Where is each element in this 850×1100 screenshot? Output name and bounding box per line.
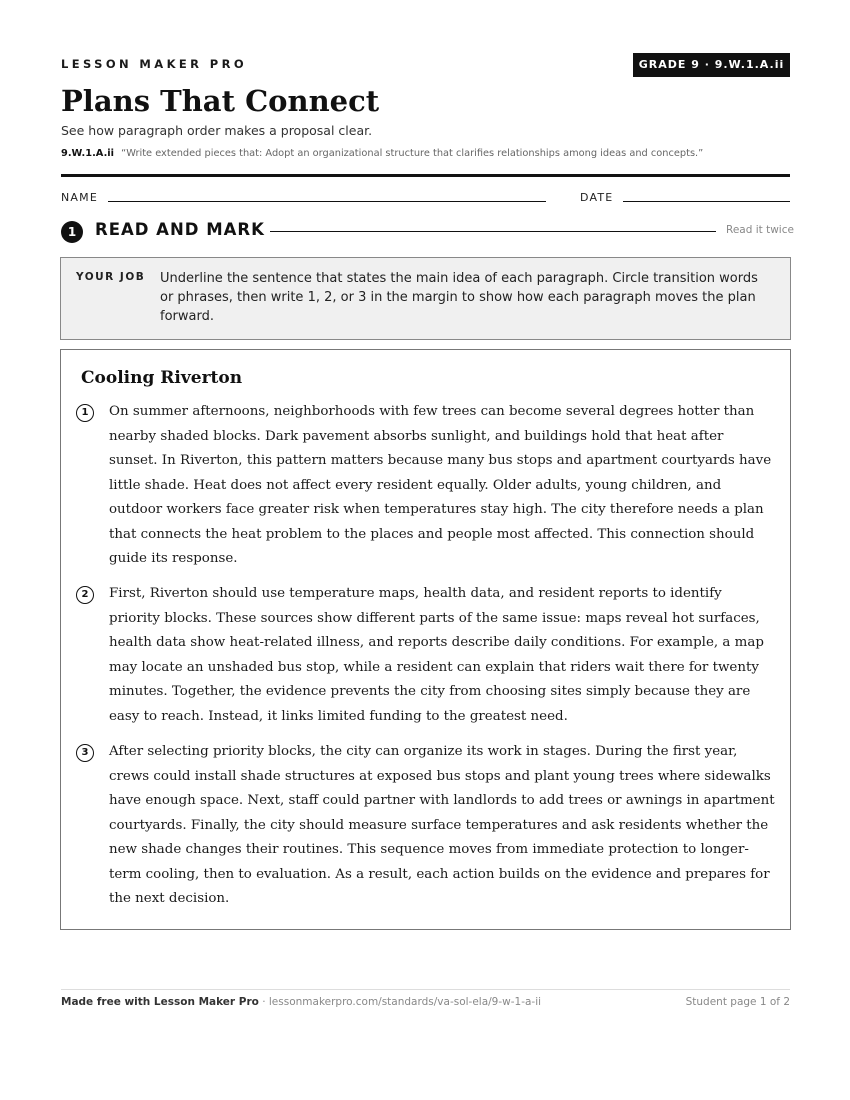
instructions-label: YOUR JOB [76, 271, 146, 283]
footer-page-number: Student page 1 of 2 [685, 996, 790, 1008]
paragraph-number-3: 3 [76, 744, 94, 762]
standard-text: “Write extended pieces that: Adopt an organizational structure that clarifies relationships among ideas and concepts.” [121, 148, 704, 159]
section-title: READ AND MARK [95, 220, 265, 239]
brand-name: LESSON MAKER PRO [61, 57, 248, 71]
paragraph-3: After selecting priority blocks, the city can organize its work in stages. During the first year, crews could install shade structures at exposed bus stops and plant young trees where sidewalks have enough space. Next, staff could partner with landlords to add trees or awnings in apartment courtyards. Finally, the city should measure surface temperatures and ask residents whether the new shade changes their routines. This sequence moves from immediate protection to longer-term cooling, then to evaluation. As a result, each action builds on the evidence and prepares for the next decision. [109, 744, 775, 906]
grade-badge: GRADE 9 · 9.W.1.A.ii [633, 53, 790, 77]
header-divider [61, 174, 790, 177]
section-hint: Read it twice [726, 224, 794, 236]
footer-url: · lessonmakerpro.com/standards/va-sol-ela/9-w-1-a-ii [262, 996, 542, 1008]
section-divider [270, 231, 716, 232]
name-line [108, 201, 546, 202]
paragraph-number-2: 2 [76, 586, 94, 604]
instructions-text: Underline the sentence that states the main idea of each paragraph. Circle transition words or phrases, then write 1, 2, or 3 in the margin to show how each paragraph moves the plan forward. [160, 271, 758, 324]
paragraph-1: On summer afternoons, neighborhoods with few trees can become several degrees hotter than nearby shaded blocks. Dark pavement absorbs sunlight, and buildings hold that heat after sunset. In Riverton, this pattern matters because many bus stops and apartment courtyards have little shade. Heat does not affect every resident equally. Older adults, young children, and outdoor workers face greater risk when temperatures stay high. The city therefore needs a plan that connects the heat problem to the places and people most affected. This connection should guide its response. [109, 404, 772, 566]
footer-divider [61, 989, 790, 990]
paragraph-number-1: 1 [76, 404, 94, 422]
date-line [623, 201, 790, 202]
footer-credit [61, 996, 541, 1008]
name-label: NAME [61, 191, 98, 204]
standard-line [61, 148, 703, 159]
page-subtitle: See how paragraph order makes a proposal clear. [61, 123, 373, 138]
date-label: DATE [580, 191, 614, 204]
page-title: Plans That Connect [61, 84, 380, 118]
passage-title: Cooling Riverton [81, 368, 243, 388]
footer-made-with: Made free with Lesson Maker Pro [61, 996, 259, 1008]
reading-passage [60, 349, 791, 930]
instructions-box [60, 257, 791, 340]
paragraph-2: First, Riverton should use temperature maps, health data, and resident reports to identify priority blocks. These sources show different parts of the same issue: maps reveal hot surfaces, health data show heat-related illness, and reports describe daily conditions. For example, a map may locate an unshaded bus stop, while a resident can explain that riders wait there for twenty minutes. Together, the evidence prevents the city from choosing sites simply because they are easy to reach. Instead, it links limited funding to the greatest need. [109, 586, 764, 724]
section-number-badge: 1 [61, 221, 83, 243]
standard-code: 9.W.1.A.ii [61, 148, 115, 159]
